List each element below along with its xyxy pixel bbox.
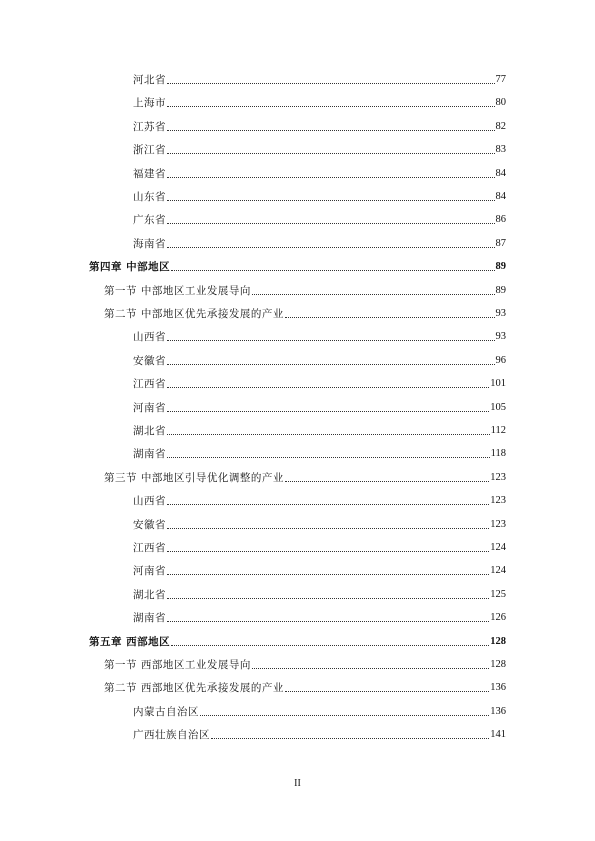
dot-leader [252,667,489,669]
toc-subsection-entry[interactable] [133,118,506,134]
dot-leader [167,573,489,575]
dot-leader [285,480,489,482]
toc-entry-label: 第一节 中部地区工业发展导向 [104,284,251,297]
toc-entry-label: 海南省 [133,237,166,250]
dot-leader [167,339,495,341]
toc-subsection-entry[interactable] [133,586,506,602]
dot-leader [167,597,489,599]
toc-entry-label: 第二节 中部地区优先承接发展的产业 [104,308,284,320]
toc-entry-label: 第二节 西部地区优先承接发展的产业 [104,682,284,695]
toc-entry-page: 136 [490,682,506,694]
toc-subsection-entry[interactable] [133,562,506,578]
toc-entry-label: 江苏省 [133,120,166,133]
toc-entry-label: 浙江省 [133,144,166,157]
dot-leader [285,690,489,692]
toc-entry-page: 83 [495,144,506,156]
toc-entry-page: 93 [495,308,506,319]
toc-subsection-entry[interactable] [133,141,506,157]
toc-section-entry[interactable] [104,469,506,485]
toc-chapter-entry[interactable] [89,633,506,649]
toc-entry-page: 86 [495,214,506,226]
dot-leader [167,503,489,505]
page-number: II [294,778,301,789]
toc-entry-page: 87 [495,237,506,249]
dot-leader [167,456,490,458]
toc-entry-page: 141 [490,729,506,741]
toc-entry-page: 89 [495,261,506,273]
toc-subsection-entry[interactable] [133,703,506,719]
toc-entry-page: 118 [490,448,506,460]
toc-entry-label: 第三节 中部地区引导优化调整的产业 [104,471,284,484]
toc-entry-page: 126 [490,612,506,624]
toc-entry-page: 123 [490,518,506,530]
toc-entry-page: 128 [490,635,506,647]
toc-entry-label: 第四章 中部地区 [89,261,171,274]
toc-subsection-entry[interactable] [133,539,506,555]
dot-leader [167,433,490,435]
toc-entry-label: 湖南省 [133,448,166,461]
toc-entry-page: 105 [490,401,506,413]
dot-leader [167,152,495,154]
dot-leader [211,737,489,739]
toc-section-entry[interactable] [104,305,506,321]
dot-leader [167,129,495,131]
toc-entry-label: 江西省 [133,378,166,391]
toc-subsection-entry[interactable] [133,71,506,87]
toc-subsection-entry[interactable] [133,165,506,181]
toc-section-entry[interactable] [104,656,506,672]
toc-entry-label: 湖北省 [133,588,166,601]
dot-leader [171,644,489,646]
toc-entry-label: 安徽省 [133,354,166,367]
toc-entry-page: 128 [490,659,506,670]
toc-subsection-entry[interactable] [133,188,506,204]
toc-entry-page: 77 [495,74,506,85]
toc-entry-label: 广东省 [133,214,166,227]
toc-entry-label: 第一节 西部地区工业发展导向 [104,659,251,671]
toc-entry-page: 125 [490,588,506,600]
toc-entry-page: 84 [495,191,506,202]
toc-entry-label: 河南省 [133,401,166,414]
dot-leader [252,293,495,295]
dot-leader [167,105,495,107]
toc-entry-label: 湖北省 [133,425,166,437]
toc-entry-label: 山东省 [133,191,166,203]
toc-entry-label: 上海市 [133,97,166,110]
dot-leader [167,620,489,622]
toc-subsection-entry[interactable] [133,352,506,368]
toc-entry-label: 内蒙古自治区 [133,705,199,718]
dot-leader [167,176,495,178]
toc-entry-page: 93 [495,331,506,343]
toc-subsection-entry[interactable] [133,235,506,251]
toc-entry-page: 123 [490,495,506,507]
toc-entry-page: 84 [495,167,506,179]
toc-entry-page: 124 [490,542,506,553]
toc-entry-page: 124 [490,565,506,577]
toc-subsection-entry[interactable] [133,516,506,532]
dot-leader [171,269,494,271]
dot-leader [167,82,495,84]
toc-entry-label: 山西省 [133,495,166,508]
dot-leader [167,246,495,248]
toc-subsection-entry[interactable] [133,726,506,742]
toc-subsection-entry[interactable] [133,211,506,227]
toc-entry-page: 96 [495,354,506,366]
dot-leader [200,714,489,716]
toc-entry-label: 山西省 [133,331,166,344]
dot-leader [285,316,495,318]
toc-subsection-entry[interactable] [133,399,506,415]
toc-entry-page: 82 [495,120,506,132]
toc-entry-label: 广西壮族自治区 [133,729,210,742]
toc-entry-page: 123 [490,471,506,483]
toc-subsection-entry[interactable] [133,375,506,391]
toc-entry-page: 101 [490,378,506,390]
toc-section-entry[interactable] [104,282,506,298]
dot-leader [167,222,495,224]
toc-entry-label: 湖南省 [133,612,166,625]
toc-entry-page: 89 [495,284,506,296]
toc-section-entry[interactable] [104,679,506,695]
toc-subsection-entry[interactable] [133,94,506,110]
dot-leader [167,199,495,201]
toc-entry-label: 第五章 西部地区 [89,635,171,648]
toc-subsection-entry[interactable] [133,445,506,461]
toc-entry-label: 河南省 [133,565,166,578]
toc-subsection-entry[interactable] [133,492,506,508]
dot-leader [167,550,489,552]
toc-entry-page: 80 [495,97,506,109]
toc-subsection-entry[interactable] [133,328,506,344]
toc-entry-label: 河北省 [133,74,166,86]
toc-entry-label: 福建省 [133,167,166,180]
toc-entry-label: 江西省 [133,542,166,554]
toc-chapter-entry[interactable] [89,258,506,274]
dot-leader [167,527,489,529]
toc-subsection-entry[interactable] [133,609,506,625]
dot-leader [167,363,495,365]
toc-entry-label: 安徽省 [133,518,166,531]
dot-leader [167,386,489,388]
dot-leader [167,410,489,412]
toc-subsection-entry[interactable] [133,422,506,438]
toc-entry-page: 112 [490,425,506,436]
toc-entry-page: 136 [490,705,506,717]
